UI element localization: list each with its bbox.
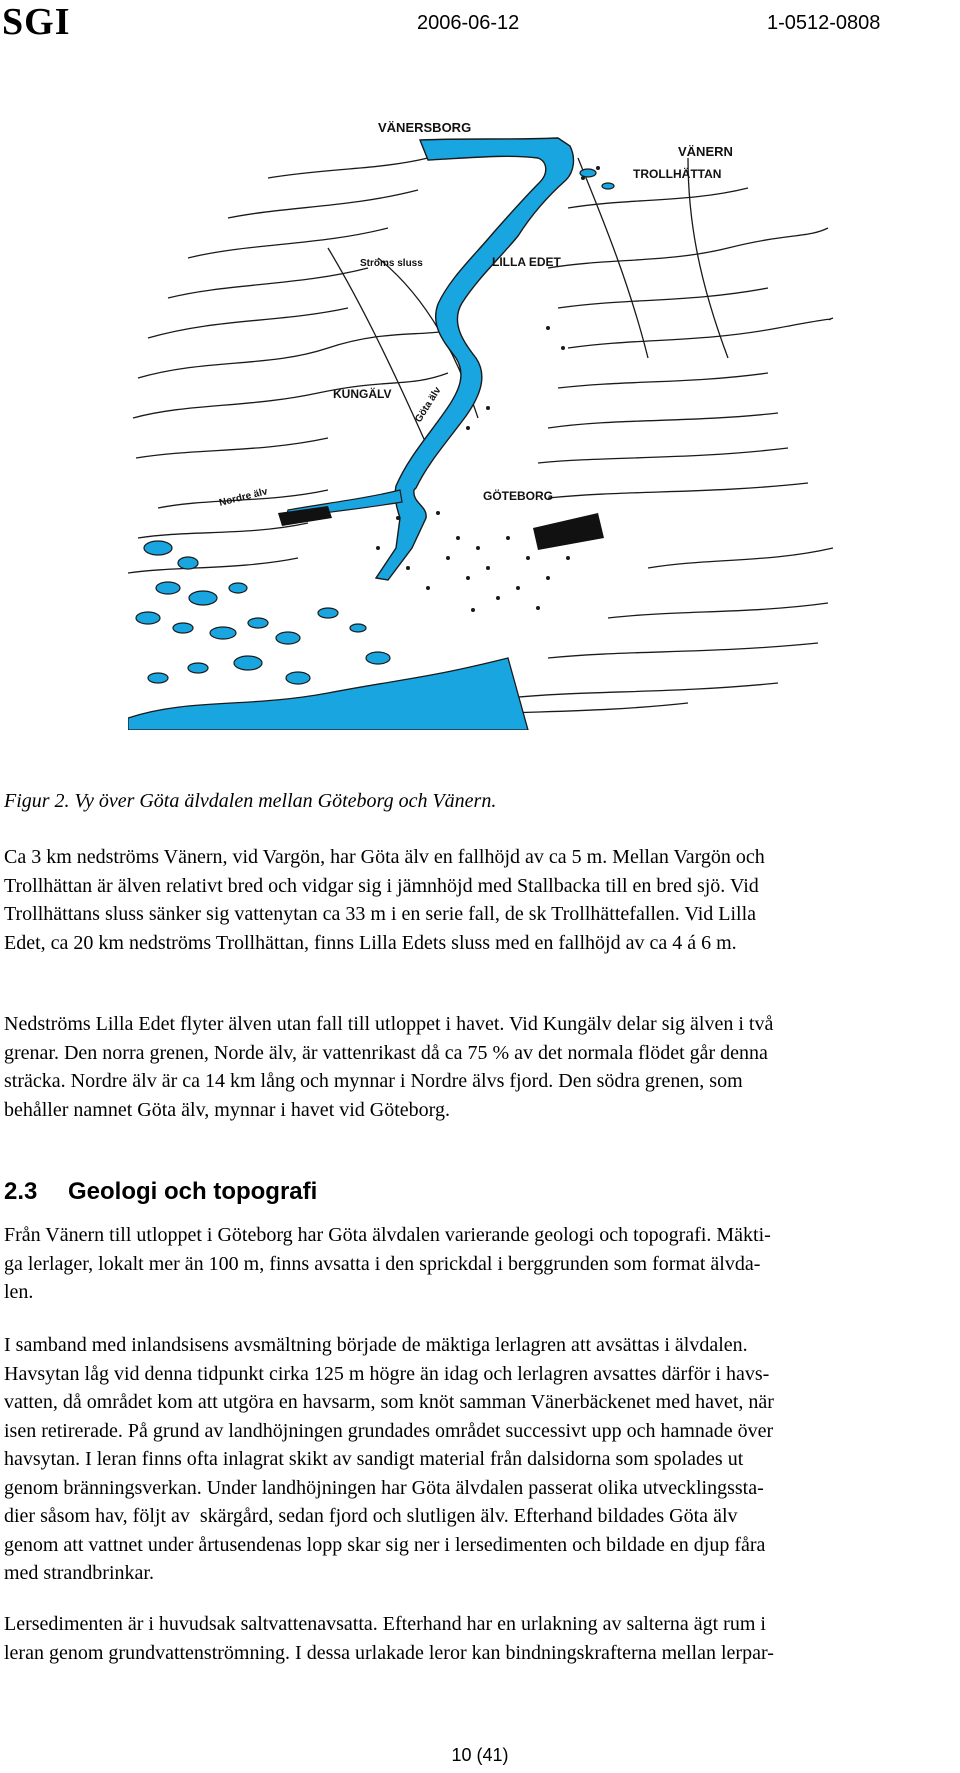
text-line: Trollhättan är älven relativt bred och vidgar sig i jämnhöjd med Stallbacka till en bred sjö. Vid	[4, 874, 759, 897]
header-date: 2006-06-12	[417, 12, 520, 34]
text-line: genom att vattnet under årtusendenas lopp skar sig ner i lersedimenten och bildade en djup fåra	[4, 1533, 766, 1556]
text-line: Lersedimenten är i huvudsak saltvattenavsatta. Efterhand har en urlakning av salterna ägt rum i	[4, 1613, 766, 1635]
black-markers	[278, 506, 604, 550]
text-line: sträcka. Nordre älv är ca 14 km lång och mynnar i Nordre älvs fjord. Den södra grenen, som	[4, 1070, 743, 1092]
text-line: I samband med inlandsisens avsmältning började de mäktiga lerlagren att avsättas i älvdalen.	[4, 1334, 748, 1356]
section-title: Geologi och topografi	[68, 1178, 318, 1205]
paragraph-5	[4, 1610, 956, 1667]
map-illustration	[128, 118, 840, 730]
text-line: Havsytan låg vid denna tidpunkt cirka 125 m högre än idag och lerlagren avsattes därför i havs-	[4, 1362, 770, 1385]
text-line: vatten, då området kom att utgöra en havsarm, som knöt samman Vänerbäckenet med havet, när	[4, 1391, 774, 1413]
paragraph-4	[4, 1331, 956, 1588]
label-lilla-edet: LILLA EDET	[492, 255, 561, 269]
page-header	[0, 0, 960, 44]
text-line: Edet, ca 20 km nedströms Trollhättan, finns Lilla Edets sluss med en fallhöjd av ca 4 á 6 m.	[4, 931, 737, 954]
label-vanersborg: VÄNERSBORG	[378, 120, 472, 135]
text-line: havsytan. I leran finns ofta inlagrat skikt av sandigt material från dalsidorna som spolades ut	[4, 1448, 744, 1470]
text-line: ga lerlager, lokalt mer än 100 m, finns avsatta i den sprickdal i berggrunden som format älvda-	[4, 1252, 761, 1275]
paragraph-1	[4, 843, 956, 957]
label-nordre-alv: Nordre älv	[218, 486, 269, 509]
section-number: 2.3	[4, 1178, 38, 1205]
text-line: grenar. Den norra grenen, Norde älv, är vattenrikast då ca 75 % av det normala flödet går denna	[4, 1041, 768, 1064]
text-line: Ca 3 km nedströms Vänern, vid Vargön, har Göta älv en fallhöjd av ca 5 m. Mellan Vargön och	[4, 846, 765, 868]
label-stroms-sluss: Ströms sluss	[360, 258, 423, 269]
label-vanern: VÄNERN	[678, 144, 733, 159]
text-line: behåller namnet Göta älv, mynnar i havet vid Göteborg.	[4, 1098, 450, 1121]
label-trollhattan: TROLLHÄTTAN	[633, 167, 722, 181]
page-number: 10 (41)	[451, 1745, 509, 1765]
label-gota-alv: Göta älv	[413, 385, 444, 425]
section-heading	[4, 1178, 317, 1206]
text-line: Nedströms Lilla Edet flyter älven utan fall till utloppet i havet. Vid Kungälv delar sig älven i två	[4, 1013, 774, 1035]
skerry-islands	[136, 169, 614, 703]
text-line: len.	[4, 1281, 34, 1303]
header-doc-number: 1-0512-0808	[767, 12, 881, 34]
label-goteborg: GÖTEBORG	[483, 489, 554, 503]
sgi-logo: SGI	[2, 1, 71, 43]
paragraph-2	[4, 1010, 956, 1124]
text-line: med strandbrinkar.	[4, 1562, 154, 1584]
text-line: genom bränningsverkan. Under landhöjningen har Göta älvdalen passerat olika utvecklingssta-	[4, 1476, 764, 1499]
text-line: isen retirerade. På grund av landhöjningen grundades området successivt upp och hamnade över	[4, 1419, 774, 1442]
label-kungalv: KUNGÄLV	[333, 387, 392, 401]
gota-alv-river	[376, 138, 573, 580]
gota-alv-map-figure	[128, 118, 840, 730]
paragraph-3	[4, 1221, 956, 1307]
figure-caption: Figur 2. Vy över Göta älvdalen mellan Göteborg och Vänern.	[4, 790, 497, 812]
text-line: leran genom grundvattenströmning. I dessa urlakade leror kan bindningskrafterna mellan lerpar-	[4, 1641, 774, 1664]
text-line: dier såsom hav, följt av skärgård, sedan fjord och slutligen älv. Efterhand bildades Göta älv	[4, 1505, 738, 1527]
text-line: Från Vänern till utloppet i Göteborg har Göta älvdalen varierande geologi och topografi. Mäkti-	[4, 1224, 771, 1246]
text-line: Trollhättans sluss sänker sig vattenytan ca 33 m i en serie fall, de sk Trollhättefallen. Vid Lilla	[4, 903, 757, 925]
